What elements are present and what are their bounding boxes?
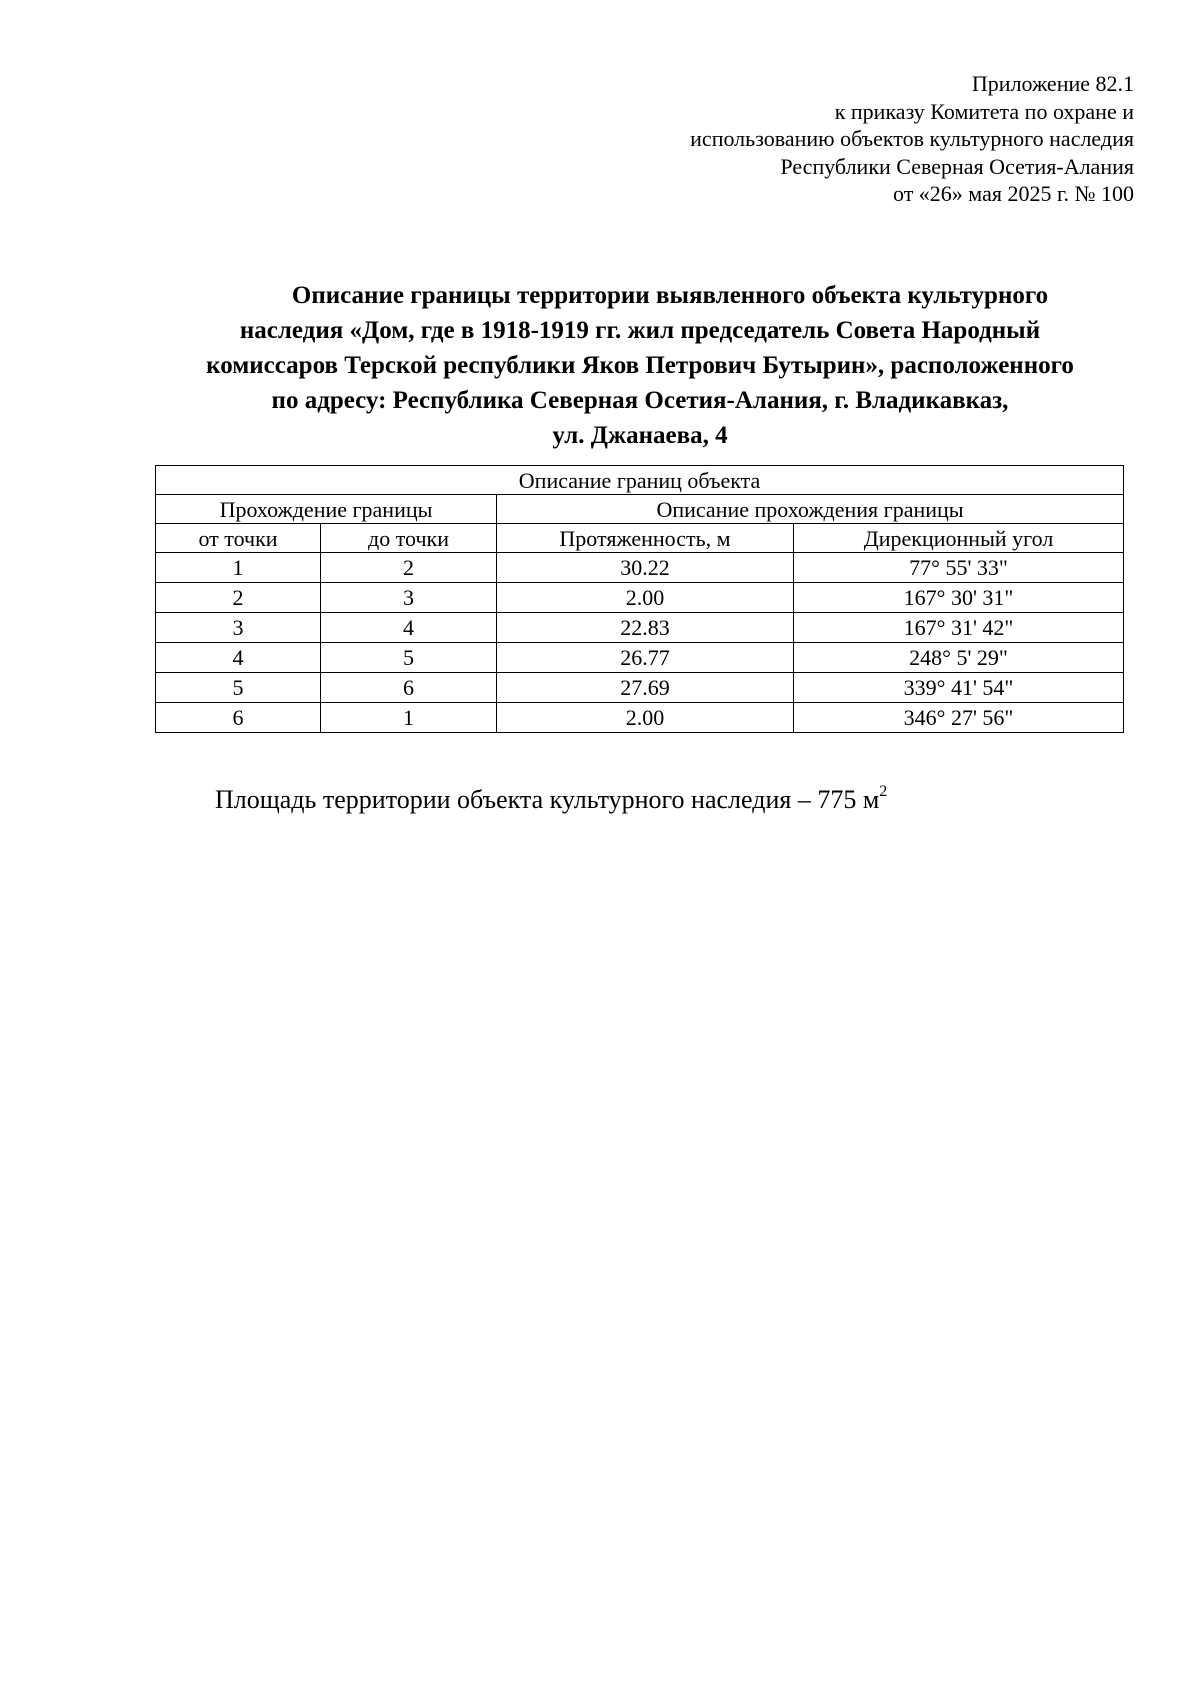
- cell-from-point: 5: [156, 673, 321, 703]
- cell-direction-angle: 339° 41' 54": [794, 673, 1124, 703]
- appendix-line-4: Республики Северная Осетия-Алания: [780, 153, 1134, 179]
- group-header-boundary-passage: Прохождение границы: [156, 495, 497, 524]
- cell-to-point: 5: [321, 643, 497, 673]
- cell-from-point: 3: [156, 613, 321, 643]
- appendix-line-2: к приказу Комитета по охране и: [834, 98, 1134, 124]
- appendix-line-1: Приложение 82.1: [971, 71, 1134, 96]
- cell-direction-angle: 167° 31' 42": [794, 613, 1124, 643]
- column-header-length: Протяженность, м: [497, 524, 794, 553]
- document-title: [140, 278, 1140, 453]
- cell-direction-angle: 77° 55' 33": [794, 553, 1124, 583]
- cell-length: 22.83: [497, 613, 794, 643]
- cell-length: 2.00: [497, 583, 794, 613]
- cell-from-point: 4: [156, 643, 321, 673]
- table-row: [156, 553, 1124, 583]
- cell-to-point: 3: [321, 583, 497, 613]
- table-row: [156, 583, 1124, 613]
- area-statement: [215, 783, 887, 817]
- table-caption: Описание границ объекта: [156, 466, 1124, 495]
- table-row: [156, 673, 1124, 703]
- column-header-to-point: до точки: [321, 524, 497, 553]
- cell-to-point: 6: [321, 673, 497, 703]
- cell-from-point: 1: [156, 553, 321, 583]
- title-line-3: комиссаров Терской республики Яков Петрович Бутырин», расположенного: [206, 352, 1074, 379]
- title-line-4: по адресу: Республика Северная Осетия-Алания, г. Владикавказ,: [271, 387, 1009, 414]
- group-header-boundary-description: Описание прохождения границы: [497, 495, 1124, 524]
- table-row: [156, 613, 1124, 643]
- cell-direction-angle: 248° 5' 29": [794, 643, 1124, 673]
- title-line-5: ул. Джанаева, 4: [552, 422, 728, 449]
- table-column-header-row: [156, 524, 1124, 553]
- area-text: Площадь территории объекта культурного наследия – 775 м: [215, 785, 880, 814]
- cell-to-point: 4: [321, 613, 497, 643]
- cell-length: 30.22: [497, 553, 794, 583]
- cell-length: 2.00: [497, 703, 794, 733]
- appendix-line-3: использованию объектов культурного наследия: [690, 126, 1134, 151]
- cell-to-point: 2: [321, 553, 497, 583]
- cell-to-point: 1: [321, 703, 497, 733]
- title-line-1: Описание границы территории выявленного объекта культурного: [291, 282, 1049, 309]
- appendix-line-5: от «26» мая 2025 г. № 100: [892, 181, 1134, 206]
- title-line-2: наследия «Дом, где в 1918-1919 гг. жил председатель Совета Народный: [239, 317, 1041, 344]
- column-header-from-point: от точки: [156, 524, 321, 553]
- cell-direction-angle: 346° 27' 56": [794, 703, 1124, 733]
- cell-length: 26.77: [497, 643, 794, 673]
- table-caption-row: [156, 466, 1124, 495]
- cell-length: 27.69: [497, 673, 794, 703]
- table-row: [156, 703, 1124, 733]
- appendix-header: [690, 70, 1134, 208]
- boundary-table: [155, 465, 1124, 733]
- area-unit-superscript: 2: [879, 783, 888, 801]
- table-row: [156, 643, 1124, 673]
- column-header-direction-angle: Дирекционный угол: [794, 524, 1124, 553]
- cell-from-point: 6: [156, 703, 321, 733]
- table-group-header-row: [156, 495, 1124, 524]
- cell-direction-angle: 167° 30' 31": [794, 583, 1124, 613]
- cell-from-point: 2: [156, 583, 321, 613]
